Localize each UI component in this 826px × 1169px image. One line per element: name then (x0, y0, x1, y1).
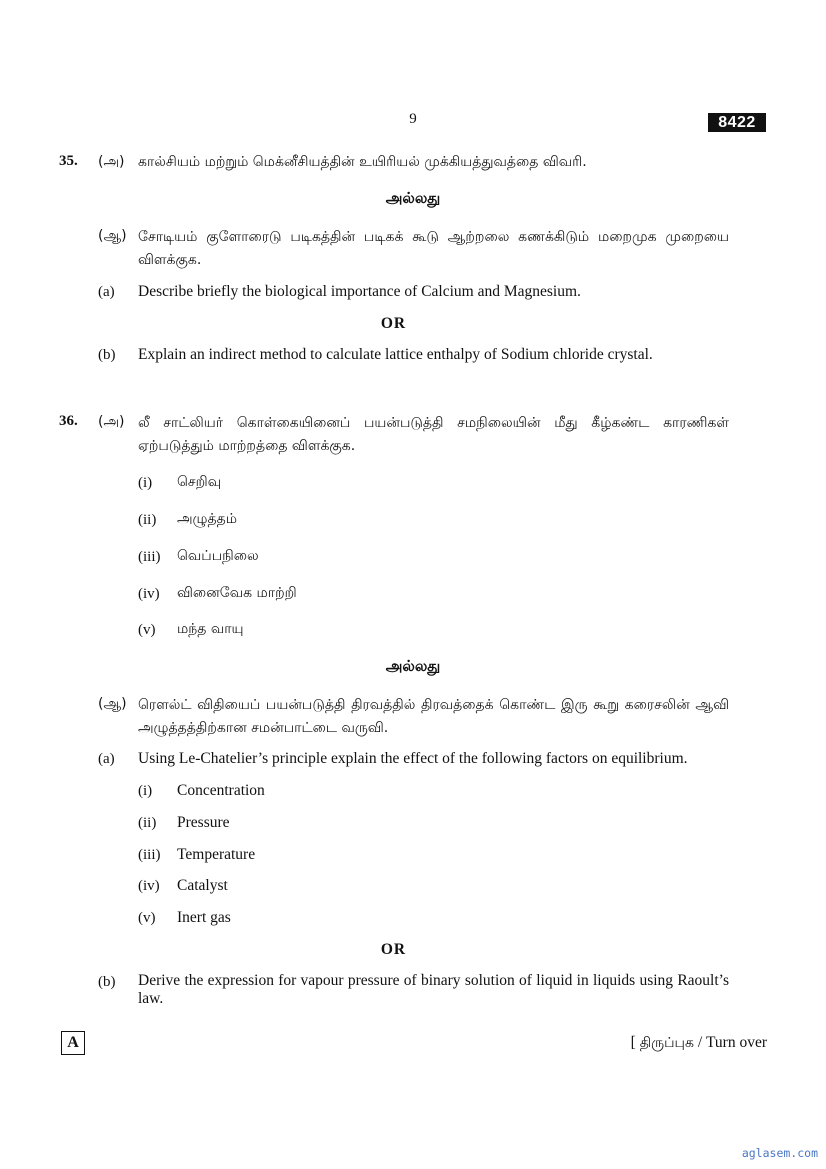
q36-english-item-text: Pressure (177, 814, 230, 831)
q36-tamil-item-num: (iii) (138, 549, 161, 565)
q36-english-item-text: Catalyst (177, 877, 228, 894)
q36-english-item-text: Concentration (177, 782, 265, 799)
turn-over-note (631, 1034, 767, 1053)
q35-a-tamil-label: (அ) (98, 154, 125, 170)
turn-over-bracket: [ (630, 1034, 636, 1051)
q35-b-tamil-text: சோடியம் குளோரைடு படிகத்தின் படிகக் கூடு ஆற்றலை கணக்கிடும் மறைமுக முறையை விளக்குக. (138, 229, 729, 268)
q36-b-tamil-label: (ஆ) (98, 696, 127, 712)
q35-a-tamil-text: கால்சியம் மற்றும் மெக்னீசியத்தின் உயிரியல் முக்கியத்துவத்தை விவரி. (138, 154, 587, 170)
q36-tamil-item-num: (v) (138, 622, 156, 638)
question-paper-version-box: A (61, 1031, 85, 1055)
q35-or-english: OR (380, 315, 407, 332)
question-number-36: 36. (59, 413, 78, 429)
q36-english-item-num: (iv) (138, 878, 160, 894)
q36-tamil-item-text: அழுத்தம் (177, 511, 238, 527)
q36-tamil-item-text: செறிவு (177, 474, 222, 490)
q36-b-tamil-text: ரௌல்ட் விதியைப் பயன்படுத்தி திரவத்தில் திரவத்தைக் கொண்ட இரு கூறு கரைசலின் ஆவி அழுத்தத்திற்கான சமன்பாட்டை வருவி. (138, 697, 729, 736)
q35-a-text: Describe briefly the biological importance of Calcium and Magnesium. (138, 283, 581, 300)
question-number-35: 35. (59, 153, 78, 169)
q35-b-tamil-label: (ஆ) (98, 228, 127, 244)
turn-over-english: / Turn over (693, 1034, 767, 1051)
q35-b-label: (b) (98, 347, 116, 363)
q36-tamil-item-text: மந்த வாயு (177, 621, 244, 637)
q36-english-item-num: (v) (138, 910, 156, 926)
q36-tamil-item-text: வெப்பநிலை (177, 548, 259, 564)
q36-a-tamil-label: (அ) (98, 414, 125, 430)
q35-b-text: Explain an indirect method to calculate lattice enthalpy of Sodium chloride crystal. (138, 346, 653, 363)
q36-tamil-item-num: (iv) (138, 586, 160, 602)
q36-a-tamil-text: லீ சாட்லியர் கொள்கையினைப் பயன்படுத்தி சமநிலையின் மீது கீழ்கண்ட காரணிகள் ஏற்படுத்தும் மாற்றத்தை விளக்குக. (138, 415, 729, 454)
paper-code-badge: 8422 (708, 113, 766, 132)
q36-english-item-text: Temperature (177, 846, 256, 863)
q36-english-item-num: (iii) (138, 847, 161, 863)
q36-or-english: OR (380, 941, 407, 958)
q35-or-tamil: அல்லது (385, 189, 441, 207)
q36-or-tamil: அல்லது (385, 657, 441, 675)
q36-b-label: (b) (98, 974, 116, 990)
q36-tamil-item-text: வினைவேக மாற்றி (177, 585, 297, 601)
turn-over-tamil: திருப்புக (639, 1035, 694, 1051)
q36-b-text: Derive the expression for vapour pressure of binary solution of liquid in liquids using Raoult’s law. (138, 972, 729, 1007)
source-watermark: aglasem.com (741, 1146, 818, 1160)
q36-a-label: (a) (98, 751, 115, 767)
page-number: 9 (409, 111, 417, 127)
q36-tamil-item-num: (ii) (138, 512, 157, 528)
q35-a-label: (a) (98, 284, 115, 300)
q36-english-item-text: Inert gas (177, 909, 231, 926)
q36-a-text: Using Le-Chatelier’s principle explain the effect of the following factors on equilibrium. (138, 750, 688, 767)
q36-tamil-item-num: (i) (138, 475, 153, 491)
q36-english-item-num: (ii) (138, 815, 157, 831)
q36-english-item-num: (i) (138, 783, 153, 799)
